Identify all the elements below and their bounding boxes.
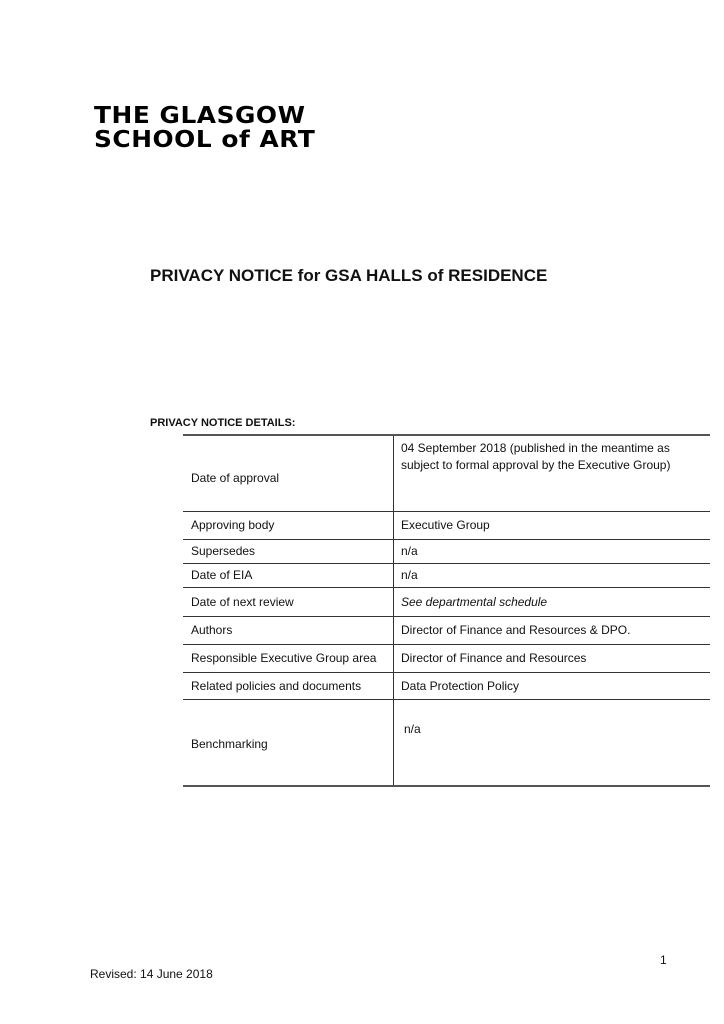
details-heading: PRIVACY NOTICE DETAILS: [150,417,296,429]
table-row [183,587,710,616]
row-value: See departmental schedule [394,587,711,616]
table-row [183,616,710,644]
row-label: Benchmarking [183,699,394,786]
row-label: Responsible Executive Group area [183,644,394,672]
row-value: n/a [394,563,711,587]
row-value: Director of Finance and Resources & DPO. [394,616,711,644]
row-label: Approving body [183,511,394,539]
row-label: Related policies and documents [183,672,394,699]
table-row [183,699,710,786]
details-table [183,434,710,787]
document-title: PRIVACY NOTICE for GSA HALLS of RESIDENCE [150,266,548,285]
logo-line-2: SCHOOL of ART [94,127,316,153]
row-label: Date of EIA [183,563,394,587]
table-row [183,672,710,699]
row-value: 04 September 2018 (published in the meantime as subject to formal approval by the Executive Group) [394,435,711,511]
row-value: Director of Finance and Resources [394,644,711,672]
table-row [183,511,710,539]
row-value: n/a [394,539,711,563]
row-label: Date of approval [183,435,394,511]
row-label: Supersedes [183,539,394,563]
row-value: Executive Group [394,511,711,539]
row-value: Data Protection Policy [394,672,711,699]
logo-line-1: THE GLASGOW [94,103,306,129]
table-row [183,435,710,511]
table-row [183,644,710,672]
row-label: Date of next review [183,587,394,616]
table-row [183,539,710,563]
row-value: n/a [394,699,711,786]
table-row [183,563,710,587]
row-label: Authors [183,616,394,644]
gsa-logo [94,104,315,152]
revised-footer: Revised: 14 June 2018 [90,967,213,981]
page-number: 1 [660,953,667,967]
